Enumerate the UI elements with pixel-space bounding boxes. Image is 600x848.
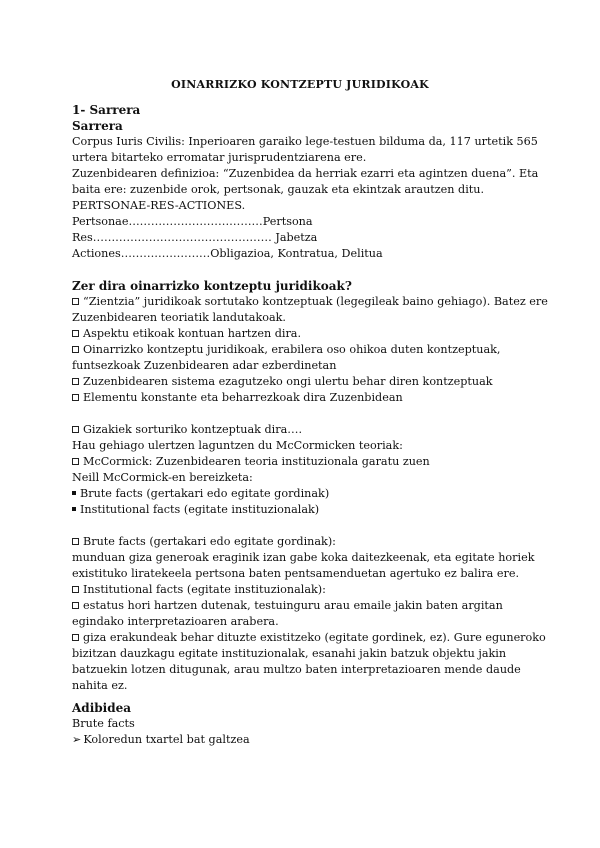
checkbox-bullet-icon (72, 634, 79, 641)
bullet-text: Brute facts (gertakari edo egitate gordinak) (80, 487, 330, 500)
bullet-text: Oinarrizko kontzeptu juridikoak, erabilera oso ohikoa duten kontzeptuak, (83, 343, 501, 356)
section-heading: Zer dira oinarrizko kontzeptu juridikoak? (72, 279, 352, 293)
paragraph-line: existituko liratekeela pertsona baten pentsamenduetan agertuko ez balira ere. (72, 567, 520, 580)
section-intro (72, 102, 539, 262)
bullet-text: funtsezkoak Zuzenbidearen adar ezberdinetan (72, 359, 337, 372)
paragraph-line: Hau gehiago ulertzen laguntzen du McCormicken teoriak: (72, 439, 403, 452)
bullet-text: giza erakundeak behar dituzte existitzeko (egitate gordinek, ez). Gure eguneroko (83, 631, 546, 644)
bullet-text: Elementu konstante eta beharrezkoak dira Zuzenbidean (83, 391, 403, 404)
example-subtitle: Brute facts (72, 717, 135, 730)
checkbox-bullet-icon (72, 394, 79, 401)
section-example (72, 700, 527, 748)
bullet-text: batzuekin lotzen ditugunak, arau multzo baten interpretazioaren mende daude (72, 663, 521, 676)
bullet-text: “Zientzia” juridikoak sortutako kontzeptuak (legegileak baino gehiago). Batez ere (83, 295, 548, 308)
bullet-text: egindako interpretazioaren arabera. (72, 615, 279, 628)
example-item: Koloredun txartel bat galtzea (83, 733, 250, 746)
bullet-text: Zuzenbidearen sistema ezagutzeko ongi ulertu behar diren kontzeptuak (83, 375, 493, 388)
paragraph-line: Zuzenbidearen definizioa: “Zuzenbidea da herriak ezarri eta agintzen duena”. Eta (72, 167, 539, 180)
checkbox-bullet-icon (72, 378, 79, 385)
list-item: Actiones……………………Obligazioa, Kontratua, Delitua (72, 247, 383, 260)
checkbox-bullet-icon (72, 586, 79, 593)
list-item: Pertsonae………………………………Pertsona (72, 215, 313, 228)
bullet-text: McCormick: Zuzenbidearen teoria instituzionala garatu zuen (83, 455, 430, 468)
bullet-text: Gizakiek sorturiko kontzeptuak dira…. (83, 423, 303, 436)
checkbox-bullet-icon (72, 426, 79, 433)
checkbox-bullet-icon (72, 538, 79, 545)
section-subheading: Sarrera (72, 119, 123, 133)
paragraph-line: baita ere: zuzenbide orok, pertsonak, gauzak eta ekintzak arautzen ditu. (72, 183, 485, 196)
section-concepts (72, 278, 548, 694)
checkbox-bullet-icon (72, 330, 79, 337)
paragraph-line: Corpus Iuris Civilis: Inperioaren garaiko lege-testuen bilduma da, 117 urtetik 565 (72, 135, 538, 148)
bullet-text: estatus hori hartzen dutenak, testuinguru arau emaile jakin baten argitan (83, 599, 503, 612)
checkbox-bullet-icon (72, 602, 79, 609)
paragraph-line: munduan giza generoak eraginik izan gabe koka daitezkeenak, eta egitate horiek (72, 551, 535, 564)
square-bullet-icon (72, 491, 76, 495)
bullet-text: Institutional facts (egitate instituzionalak): (83, 583, 326, 596)
document-title: OINARRIZKO KONTZEPTU JURIDIKOAK (171, 78, 429, 91)
list-item: Res………………………………………… Jabetza (72, 231, 318, 244)
bullet-text: Aspektu etikoak kontuan hartzen dira. (83, 327, 302, 340)
checkbox-bullet-icon (72, 346, 79, 353)
paragraph-line: Neill McCormick-en bereizketa: (72, 471, 253, 484)
triad-text: PERTSONAE-RES-ACTIONES. (72, 199, 246, 212)
arrow-bullet-icon: ➢ (72, 733, 82, 746)
bullet-text: Zuzenbidearen teoriatik landutakoak. (72, 311, 286, 324)
checkbox-bullet-icon (72, 458, 79, 465)
paragraph-line: urtera bitarteko erromatar jurisprudentziarena ere. (72, 151, 367, 164)
section-heading: Adibidea (72, 701, 132, 715)
checkbox-bullet-icon (72, 298, 79, 305)
section-heading: 1- Sarrera (72, 103, 141, 117)
bullet-text: bizitzan dauzkagu egitate instituzionalak, esanahi jakin batzuk objektu jakin (72, 647, 507, 660)
bullet-text: Brute facts (gertakari edo egitate gordinak): (83, 535, 336, 548)
square-bullet-icon (72, 507, 76, 511)
bullet-text: nahita ez. (72, 679, 128, 692)
bullet-text: Institutional facts (egitate instituzionalak) (80, 503, 320, 516)
